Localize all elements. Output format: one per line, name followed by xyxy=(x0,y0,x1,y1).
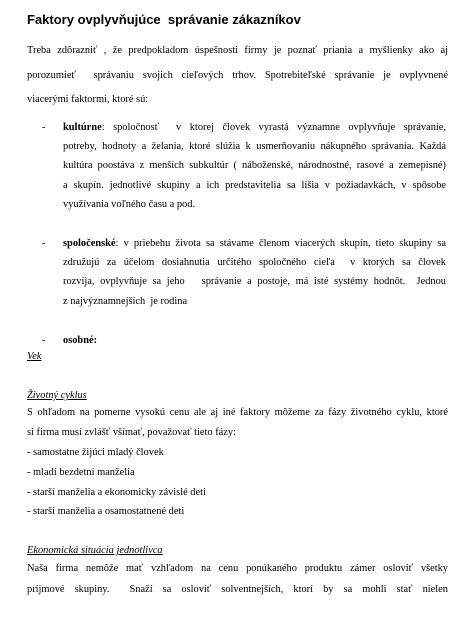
intro-line-1: Treba zdôrazniť , že predpokladom úspešnosti firmy je poznať priania a myšlienky ako aj xyxy=(27,45,448,56)
factor-1-line-3: kultúra poostáva z menších subkultúr ( náboženské, národnostné, rasové a zemepisné) xyxy=(63,160,446,171)
page-title: Faktory ovplyvňujúce správanie zákazníkov xyxy=(27,12,301,27)
list-item-phase-4: - starší manželia a osamostatnené deti xyxy=(27,506,185,517)
bullet-marker-1: - xyxy=(42,122,46,133)
list-item-phase-1: - samostatne žijúci mladý človek xyxy=(27,447,164,458)
bullet-marker-2: - xyxy=(42,238,46,249)
factor-2-first-line xyxy=(63,237,446,251)
factor-1-line-5: využívania voľného času a pod. xyxy=(63,199,196,210)
section-heading-vek: Vek xyxy=(27,351,42,362)
section-heading-zivotny-cyklus: Životný cyklus xyxy=(27,390,87,401)
list-item-phase-3: - starší manželia a ekonomicky závislé deti xyxy=(27,487,206,498)
factor-1-term: kultúrne xyxy=(63,122,102,133)
factor-2-line-2: združujú za účelom dosiahnutia určitého spoločného cieľa v ktorých sa človek xyxy=(63,257,446,268)
bullet-marker-3: - xyxy=(42,335,46,346)
list-item-phase-2: - mladí bezdetní manželia xyxy=(27,467,135,478)
factor-1-text: : spoločnosť v ktorej človek vyrastá významne ovplyvňuje správanie, xyxy=(101,122,446,133)
zivotny-cyklus-line-1: S ohľadom na pomerne vysokú cenu ale aj iné faktory môžeme za fázy životného cyklu, ktoré xyxy=(27,407,448,418)
factor-2-line-3: rozvíja, ovplyvňuje sa jeho správanie a postoje, má isté systémy hodnôt. Jednou xyxy=(63,276,446,287)
factor-3-term: osobné: xyxy=(63,335,98,346)
factor-2-line-4: z najvýznamnejších je rodina xyxy=(63,296,188,307)
factor-2-text: : v priebehu života sa stávame členom viacerých skupín, tieto skupiny sa xyxy=(115,238,446,249)
factor-1-first-line xyxy=(63,121,446,135)
factor-1-line-2: potreby, hodnoty a želania, ktoré slúžia k usmerňovaniu nákupného správania. Každá xyxy=(63,141,446,152)
ekonomicka-line-1: Naša firma nemôže mať vzhľadom na cenu ponúkaného produktu zámer osloviť všetky xyxy=(27,563,448,574)
intro-line-3: viacerými faktormi, ktoré sú: xyxy=(27,94,149,105)
section-heading-ekonomicka-situacia: Ekonomická situácia jednotlivca xyxy=(27,545,163,556)
factor-1-line-4: a skupín. jednotlivé skupiny a ich predstavitelia sa líšia v požiadavkách, v spôsobe xyxy=(63,180,446,191)
factor-2-term: spoločenské xyxy=(63,238,116,249)
ekonomicka-line-2: príjmové skupiny. Snaží sa osloviť solventnejších, ktorí by sa mohli stať nielen xyxy=(27,584,448,595)
intro-line-2: porozumieť správaniu svojich cieľových trhov. Spotrebiteľské správanie je ovplyvnené xyxy=(27,70,448,81)
zivotny-cyklus-line-2: si firma musí zvlášť všímať, považovať tieto fázy: xyxy=(27,427,236,438)
